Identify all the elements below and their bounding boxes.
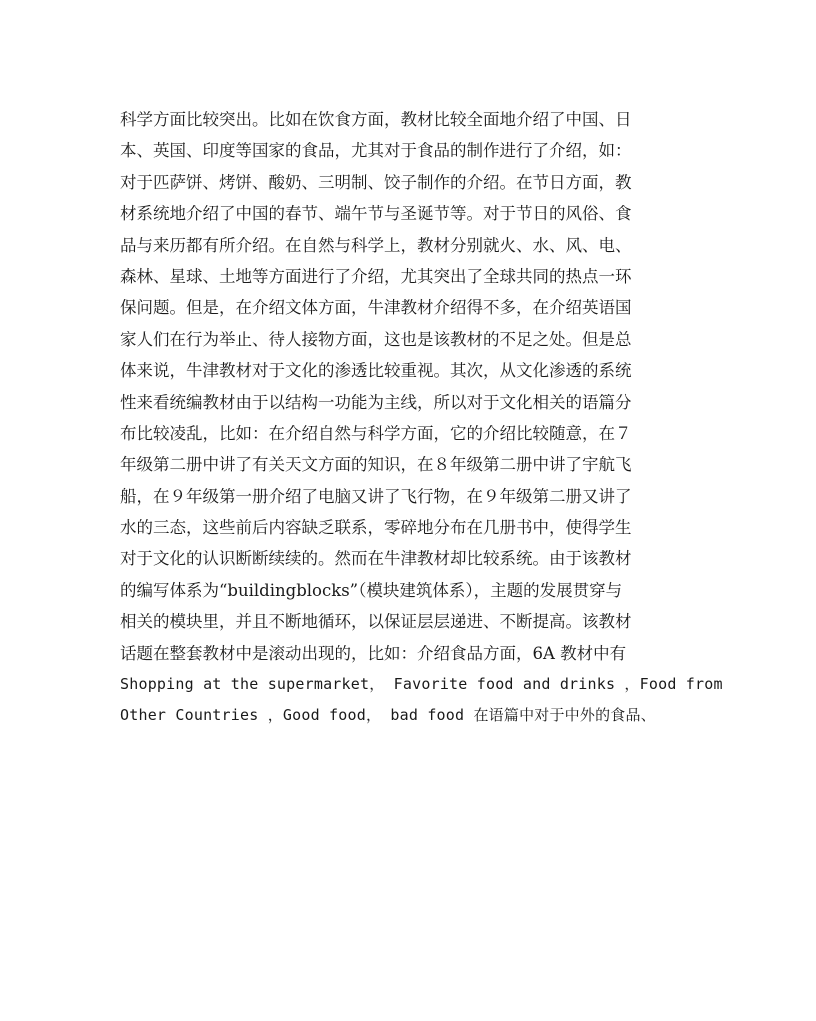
text-line: 森林、星球、土地等方面进行了介绍，尤其突出了全球共同的热点一环 <box>120 266 632 286</box>
text-line: 的编写体系为“buildingblocks”（模块建筑体系），主题的发展贯穿与 <box>120 580 623 600</box>
text-line: 体来说，牛津教材对于文化的渗透比较重视。其次，从文化渗透的系统 <box>120 361 632 381</box>
text-line: 年级第二册中讲了有关天文方面的知识，在８年级第二册中讲了宇航飞 <box>120 455 632 475</box>
text-line: 科学方面比较突出。比如在饮食方面，教材比较全面地介绍了中国、日 <box>120 110 632 129</box>
text-line: 船，在９年级第一册介绍了电脑又讲了飞行物，在９年级第二册又讲了 <box>120 486 632 506</box>
text-line: 相关的模块里，并且不断地循环，以保证层层递进、不断提高。该教材 <box>120 612 632 632</box>
text-line: 话题在整套教材中是滚动出现的，比如：介绍食品方面，6A 教材中有 <box>120 643 627 663</box>
text-line: 保问题。但是，在介绍文体方面，牛津教材介绍得不多，在介绍英语国 <box>120 298 632 318</box>
text-line: 水的三态，这些前后内容缺乏联系，零碎地分布在几册书中，使得学生 <box>120 518 632 538</box>
text-line: Other Countries ，Good food， bad food 在语篇中对于中外的食品、 <box>120 706 656 725</box>
text-line: 材系统地介绍了中国的春节、端午节与圣诞节等。对于节日的风俗、食 <box>120 204 632 224</box>
text-line: 对于匹萨饼、烤饼、酸奶、三明制、饺子制作的介绍。在节日方面，教 <box>120 172 632 192</box>
text-line: 布比较凌乱，比如：在介绍自然与科学方面，它的介绍比较随意，在７ <box>120 423 632 443</box>
text-line: Shopping at the supermarket， Favorite food and drinks ，Food from <box>120 675 723 694</box>
text-line: 家人们在行为举止、待人接物方面，这也是该教材的不足之处。但是总 <box>120 329 632 349</box>
body-text <box>120 104 750 732</box>
text-line: 本、英国、印度等国家的食品，尤其对于食品的制作进行了介绍，如： <box>120 141 632 161</box>
text-line: 性来看统编教材由于以结构一功能为主线，所以对于文化相关的语篇分 <box>120 392 632 412</box>
text-line: 品与来历都有所介绍。在自然与科学上，教材分别就火、水、风、电、 <box>120 235 632 255</box>
text-line: 对于文化的认识断断续续的。然而在牛津教材却比较系统。由于该教材 <box>120 549 632 569</box>
